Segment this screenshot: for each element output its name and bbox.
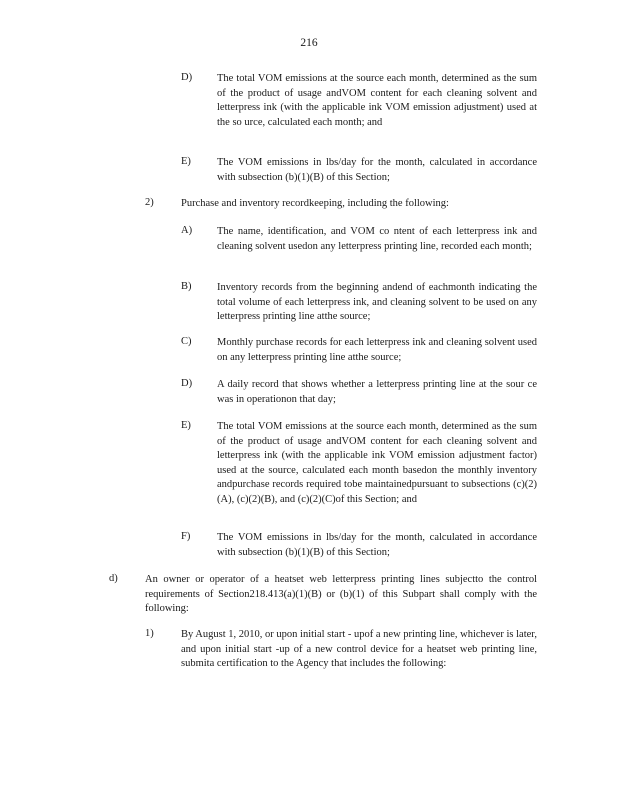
list-item [145,628,537,672]
list-item [181,156,537,185]
list-marker: A) [181,225,193,236]
page-number: 216 [300,37,318,49]
list-text: The total VOM emissions at the source each month, determined as the sum of the product of usage andVOM content for each cleaning solvent and letterpress ink (with the applicable ink VOM emission adjustment) used at the so urce, calculated each month; and [217,73,537,128]
list-marker: E) [181,156,191,167]
list-text: The total VOM emissions at the source each month, determined as the sum of the product of usage andVOM content for each cleaning solvent and letterpress ink (with the applicable ink VOM emission adjustment factor) used at the source, calculated each month basedon the monthly inventory andpurchase records required tobe maintainedpursuant to subsections (c)(2)(A), (c)(2)(B), and (c)(2)(C)of this Section; and [217,421,537,505]
list-item [181,72,537,130]
list-marker: d) [109,573,118,584]
list-item [109,573,537,617]
list-text: The VOM emissions in lbs/day for the month, calculated in accordance with subsection (b)(1)(B) of this Section; [217,157,537,183]
list-text: A daily record that shows whether a letterpress printing line at the sour ce was in operationon that day; [217,379,537,405]
list-marker: C) [181,336,192,347]
list-text: An owner or operator of a heatset web letterpress printing lines subjectto the control requirements of Section218.413(a)(1)(B) or (b)(1) of this Subpart shall comply with the following: [145,574,537,614]
list-marker: E) [181,420,191,431]
list-item [181,378,537,407]
list-item [181,336,537,365]
list-marker: 2) [145,197,154,208]
list-text: Monthly purchase records for each letterpress ink and cleaning solvent used on any letterpress printing line atthe source; [217,337,537,363]
list-item [181,531,537,560]
list-marker: D) [181,378,193,389]
list-text: By August 1, 2010, or upon initial start - upof a new printing line, whichever is later, and upon initial start -up of a new control device for a heatset web printing line, submita certification to the Agency that includes the following: [181,629,537,669]
list-item [145,197,537,212]
list-marker: F) [181,531,191,542]
list-marker: B) [181,281,192,292]
list-text: The name, identification, and VOM co ntent of each letterpress ink and cleaning solvent usedon any letterpress printing line, recorded each month; [217,226,537,252]
list-text: The VOM emissions in lbs/day for the month, calculated in accordance with subsection (b)(1)(B) of this Section; [217,532,537,558]
list-item [181,281,537,325]
list-item [181,225,537,254]
list-text: Inventory records from the beginning andend of eachmonth indicating the total volume of each letterpress ink, and cleaning solvent to be used on any letterpress printing line atthe source; [217,282,537,322]
list-marker: D) [181,72,193,83]
list-marker: 1) [145,628,154,639]
list-item [181,420,537,507]
list-text: Purchase and inventory recordkeeping, including the following: [181,198,449,209]
